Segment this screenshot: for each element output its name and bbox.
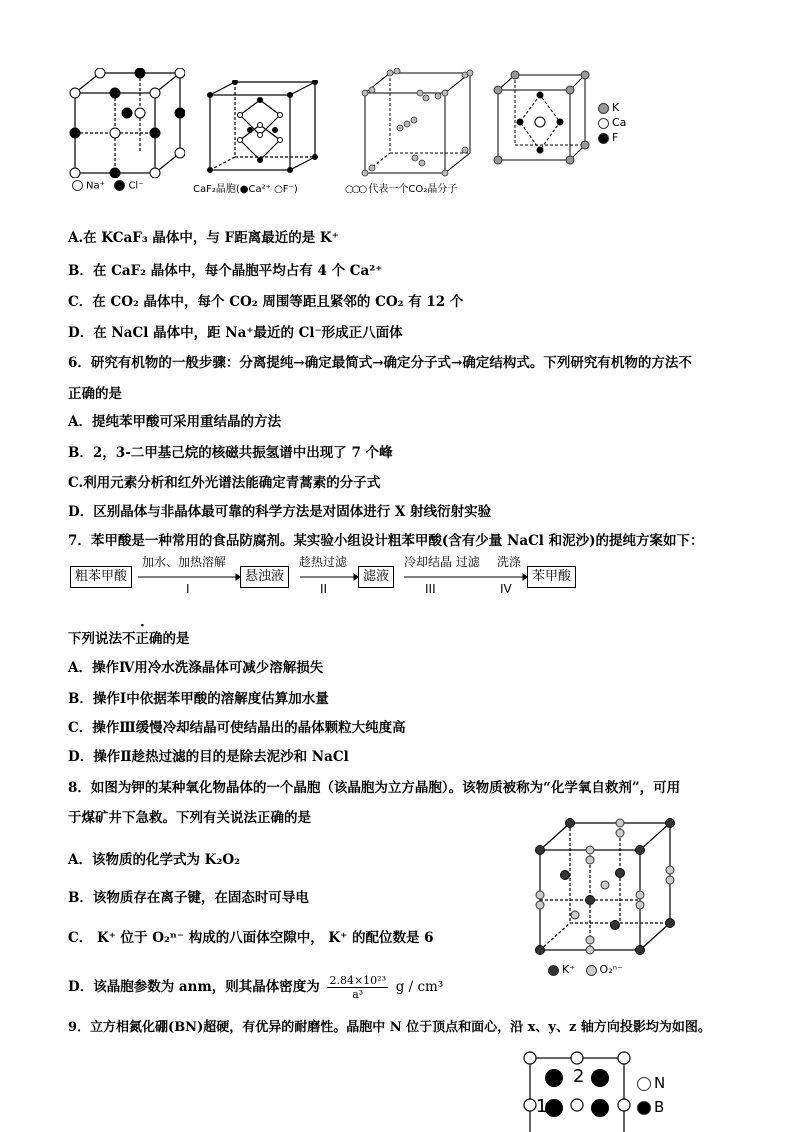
flow-step-4: IV xyxy=(500,582,512,596)
q5-option-c: C．在 CO₂ 晶体中，每个 CO₂ 周围等距且紧邻的 CO₂ 有 12 个 xyxy=(68,294,464,310)
flow-op-1: 加水、加热溶解 xyxy=(142,555,227,569)
q6-option-a: A．提纯苯甲酸可采用重结晶的方法 xyxy=(68,414,281,430)
q6-stem: 6．研究有机物的一般步骤：分离提纯→确定最简式→确定分子式→确定结构式。下列研究有机物的方法不 xyxy=(68,355,692,371)
q8-stem-cont: 于煤矿井下急救。下列有关说法正确的是 xyxy=(68,810,311,826)
co2-cell-figure xyxy=(360,68,475,178)
q7-option-b: B．操作Ⅰ中依据苯甲酸的溶解度估算加水量 xyxy=(68,691,329,707)
q7-option-d: D．操作Ⅱ趁热过滤的目的是除去泥沙和 NaCl xyxy=(68,749,349,765)
q8-option-b: B．该物质存在离子键，在固态时可导电 xyxy=(68,890,309,906)
q5-option-d: D．在 NaCl 晶体中，距 Na⁺最近的 Cl⁻形成正八面体 xyxy=(68,325,403,341)
q8-stem: 8．如图为钾的某种氧化物晶体的一个晶胞（该晶胞为立方晶胞）。该物质被称为“化学氧自救剂”，可用 xyxy=(68,780,681,796)
flow-step-1: I xyxy=(186,582,190,596)
flow-op-3: 冷却结晶 过滤 xyxy=(404,555,480,569)
q7-option-a: A．操作Ⅳ用冷水洗涤晶体可减少溶解损失 xyxy=(68,660,324,676)
nacl-cell-figure xyxy=(65,68,185,178)
bn-label-2: 2 xyxy=(573,1066,585,1087)
q8-option-d: D．该晶胞参数为 anm，则其晶体密度为 $\frac{\text{2.84×10²³}}{\text{a³}}$ g / cm³ xyxy=(68,974,444,1001)
kcaf3-cell-figure xyxy=(490,70,590,165)
caf2-caption: CaF₂晶胞(●Ca²⁺ ○F⁻) xyxy=(193,184,298,195)
flow-box-crude: 粗苯甲酸 xyxy=(70,566,132,588)
flow-box-filtrate: 滤液 xyxy=(358,566,394,588)
q7-lead: 下列说法不正确的是 xyxy=(68,631,190,647)
q7-stem: 7．苯甲酸是一种常用的食品防腐剂。某实验小组设计粗苯甲酸(含有少量 NaCl 和泥沙)的提纯方案如下： xyxy=(68,533,704,549)
q5-option-b: B．在 CaF₂ 晶体中，每个晶胞平均占有 4 个 Ca²⁺ xyxy=(68,263,383,279)
k2o2-legend: K⁺ O₂ⁿ⁻ xyxy=(548,963,623,976)
flow-step-3: III xyxy=(425,582,436,596)
bn-legend: N B xyxy=(637,1071,665,1119)
caf2-cell-figure xyxy=(205,80,320,175)
bn-label-1: 1 xyxy=(536,1096,548,1117)
q6-option-b: B．2，3-二甲基己烷的核磁共振氢谱中出现了 7 个峰 xyxy=(68,445,393,461)
flow-op-2: 趁热过滤 xyxy=(299,555,348,569)
q8-option-a: A．该物质的化学式为 K₂O₂ xyxy=(68,852,240,868)
k2o2-cell-figure xyxy=(525,815,685,965)
q7-option-c: C．操作Ⅲ缓慢冷却结晶可使结晶出的晶体颗粒大纯度高 xyxy=(68,720,406,736)
kcaf3-legend: K Ca F xyxy=(598,100,626,145)
q8-option-c: C． K⁺ 位于 O₂ⁿ⁻ 构成的八面体空隙中， K⁺ 的配位数是 6 xyxy=(68,930,434,946)
q6-option-c: C.利用元素分析和红外光谱法能确定青蒿素的分子式 xyxy=(68,475,381,491)
bn-projection-figure xyxy=(522,1050,632,1132)
q9-stem: 9．立方相氮化硼(BN)超硬，有优异的耐磨性。晶胞中 N 位于顶点和面心，沿 x、y、z 轴方向投影均为如图。 xyxy=(68,1020,711,1035)
nacl-legend: Na⁺ Cl⁻ xyxy=(72,180,143,192)
flow-op-4: 洗涤 xyxy=(497,555,522,569)
co2-caption: ○○○ 代表一个CO₂晶分子 xyxy=(345,184,458,195)
q5-option-a: A.在 KCaF₃ 晶体中，与 F距离最近的是 K⁺ xyxy=(68,230,339,246)
flow-box-product: 苯甲酸 xyxy=(527,566,576,588)
flow-step-2: II xyxy=(320,582,328,596)
flow-box-suspension: 悬浊液 xyxy=(240,566,289,588)
q6-stem-cont: 正确的是 xyxy=(68,386,122,402)
density-fraction: $\frac{\text{2.84×10²³}}{\text{a³}}$ xyxy=(329,974,386,1001)
q6-option-d: D．区别晶体与非晶体最可靠的科学方法是对固体进行 X 射线衍射实验 xyxy=(68,504,492,520)
